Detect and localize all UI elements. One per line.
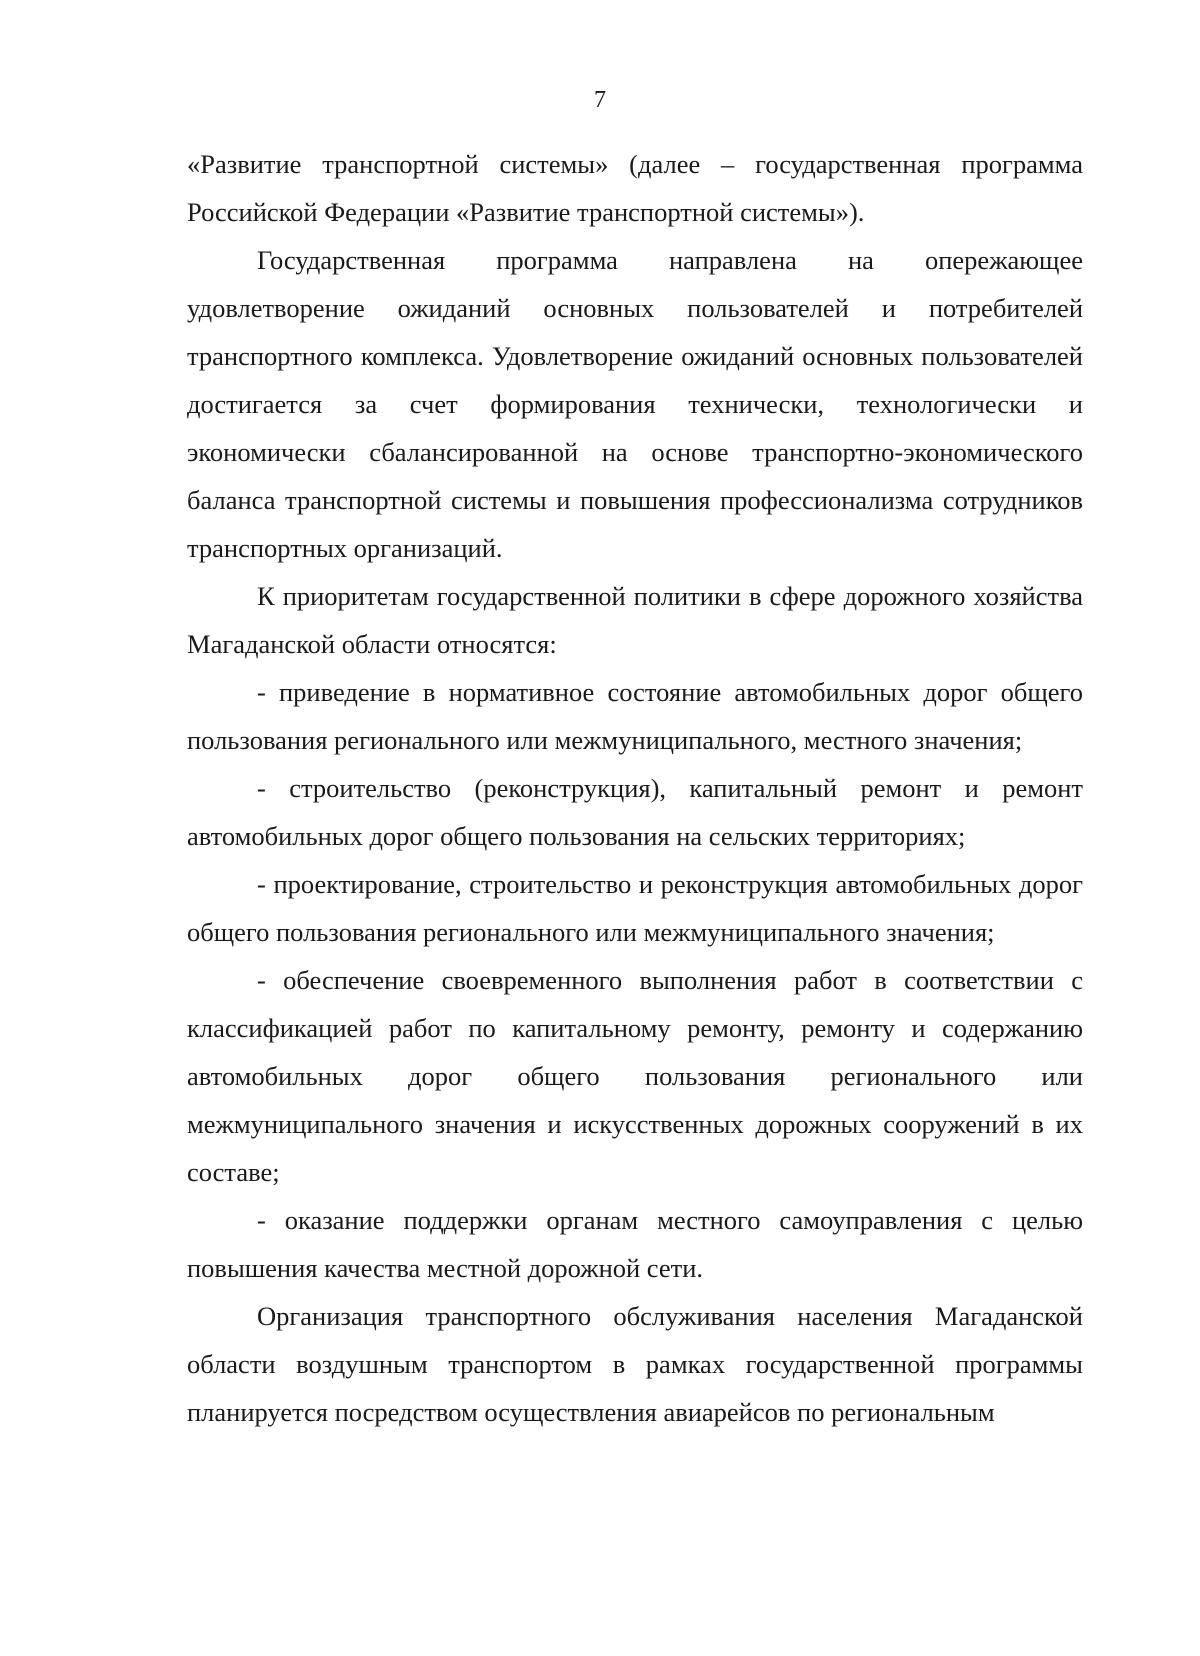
paragraph-priorities-intro: К приоритетам государственной политики в сфере дорожного хозяйства Магаданской области относятся: — [187, 581, 1083, 659]
list-item-normative-state: - приведение в нормативное состояние автомобильных дорог общего пользования регионального или межмуниципального, местного значения; — [187, 677, 1083, 755]
document-body — [187, 140, 1083, 1436]
paragraph-program-title-continuation: «Развитие транспортной системы» (далее – государственная программа Российской Федерации «Развитие транспортной системы»). — [187, 149, 1083, 227]
paragraph-program-goal: Государственная программа направлена на опережающее удовлетворение ожиданий основных пользователей и потребителей транспортного комплекса. Удовлетворение ожиданий основных пользователей достигается за счет формирования технически, технологически и экономически сбалансированной на основе транспортно-экономического баланса транспортной системы и повышения профессионализма сотрудников транспортных организаций. — [187, 245, 1083, 563]
list-item-local-support: - оказание поддержки органам местного самоуправления с целью повышения качества местной дорожной сети. — [187, 1205, 1083, 1283]
list-item-design-construction: - проектирование, строительство и реконструкция автомобильных дорог общего пользования регионального или межмуниципального значения; — [187, 869, 1083, 947]
paragraph-air-transport: Организация транспортного обслуживания населения Магаданской области воздушным транспортом в рамках государственной программы планируется посредством осуществления авиарейсов по региональным — [187, 1301, 1083, 1427]
page-number: 7 — [594, 87, 606, 113]
list-item-timely-works: - обеспечение своевременного выполнения работ в соответствии с классификацией работ по капитальному ремонту, ремонту и содержанию автомобильных дорог общего пользования регионального или межмуниципального значения и искусственных дорожных сооружений в их составе; — [187, 965, 1083, 1187]
list-item-rural-roads: - строительство (реконструкция), капитальный ремонт и ремонт автомобильных дорог общего пользования на сельских территориях; — [187, 773, 1083, 851]
